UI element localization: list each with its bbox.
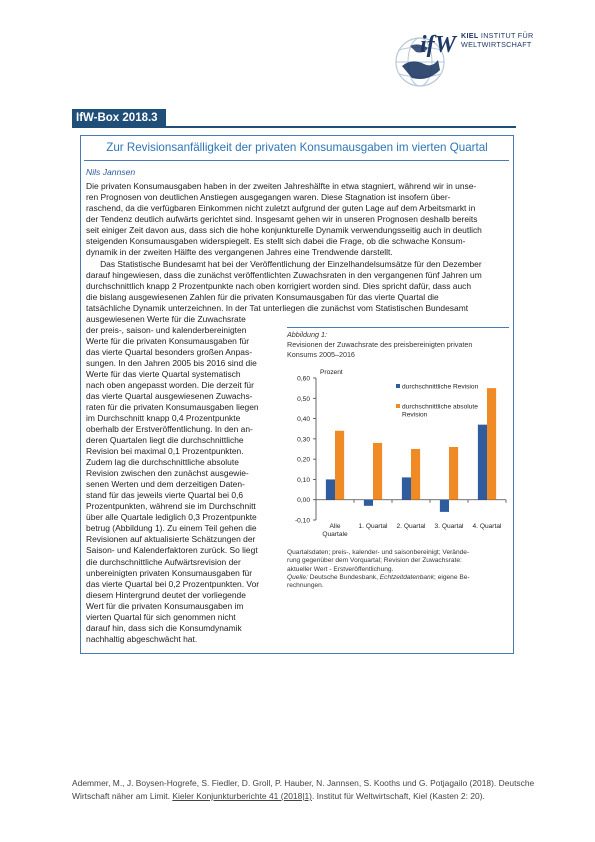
y-tick-label: -0,10 [294,517,310,525]
text-line: die bislang ausgewiesenen Zahlen für die privaten Konsumausgaben für das vierte Quartal die [86,291,439,302]
y-tick-label: 0,40 [297,416,310,424]
citation-text-after: . Institut für Weltwirtschaft, Kiel (Kasten 2: 20). [311,790,485,801]
figure-rule [287,327,509,328]
legend-label: durchschnittliche absolute [402,403,478,411]
bar-absolute-revision [487,388,496,500]
text-line: Prozentpunkten, während sie im Durchschnitt [86,501,256,512]
logo-brand: ifW [420,32,456,58]
legend-label: Revision [402,411,428,419]
y-tick-label: 0,30 [297,436,310,444]
note-line: rung gegenüber dem Vorquartal; Revision der Zuwachsrate: [287,557,462,565]
text-line: der Tendenz deutlich aufwärts gerichtet sind. Insgesamt gehen wir in unseren Prognosen deshalb bereits [86,214,478,225]
text-line: diesem Hintergrund deutet der vorliegende [86,589,246,600]
bar-absolute-revision [449,447,458,500]
y-tick-label: 0,00 [297,497,310,505]
text-line: raten für die privaten Konsumausgaben liegen [86,401,259,412]
text-line: tatsächliche Dynamik unterzeichnen. In der Tat unterliegen die zunächst vom Statistischen Bundesamt [86,302,469,313]
title-rule [84,160,509,161]
citation-link[interactable]: Kieler Konjunkturberichte 41 (2018|1) [172,790,312,801]
text-line: Zudem lag die durchschnittliche absolute [86,457,239,468]
text-line: nachhaltig abgeschwächt hat. [86,633,198,644]
bar-revision [402,477,411,499]
bar-absolute-revision [411,449,420,500]
text-line: Revisionen auf aktualisierte Schätzungen der [86,534,256,545]
logo-wordmark [461,32,533,49]
bar-revision [478,425,487,500]
text-line: nach oben angepasst worden. Die derzeit für [86,379,254,390]
y-tick-label: 0,50 [297,395,310,403]
citation-line1: Ademmer, M., J. Boysen-Hogrefe, S. Fiedler, D. Groll, P. Hauber, N. Jannsen, S. Kooths und G. Potjagailo (2018). Deutsche [72,778,535,788]
citation [72,777,535,803]
legend-swatch [396,384,400,388]
text-line: das vierte Quartal besonders großen Anpas- [86,346,253,357]
revision-bar-chart [284,362,510,542]
y-tick-label: 0,60 [297,375,310,383]
author: Nils Jannsen [86,167,136,177]
text-line: die durchschnittliche Aufwärtsrevision der [86,556,241,567]
box-title: Zur Revisionsanfälligkeit der privaten Konsumausgaben im vierten Quartal [106,141,488,154]
figure-title-line1: Revisionen der Zuwachsrate des preisbereinigten privaten [287,339,473,349]
paragraph-2-column [86,314,276,645]
source-text-1: Deutsche Bundesbank, [307,573,380,581]
legend-swatch [396,404,400,408]
text-line: stand für das jeweils vierte Quartal bei 0,6 [86,490,244,501]
x-tick-label: 1. Quartal [358,523,388,530]
text-line: deren Quartalen liegt die durchschnittliche [86,435,244,446]
source-label: Quelle: [287,573,308,581]
text-line: sungen. In den Jahren 2005 bis 2016 sind die [86,357,257,368]
text-line: steigenden Konsumausgaben widerspiegelt. Es stellt sich dabei die Frage, ob die schwache Konsum- [86,236,466,247]
logo-name-bold: KIEL [461,31,479,40]
y-tick-label: 0,20 [297,456,310,464]
figure-title-line2: Konsums 2005–2016 [287,349,355,359]
note-line: aktueller Wert - Erstveröffentlichung. [287,565,394,573]
x-tick-label: Alle [329,523,341,530]
bar-revision [326,479,335,499]
text-line: durchschnittlich knapp 2 Prozentpunkte nach oben korrigiert worden sind. Dies spricht dafür, dass auch [86,280,472,291]
box-header-rule [72,126,516,128]
logo-name-rest: INSTITUT FÜR [480,31,534,40]
figure-caption [287,330,509,359]
logo-name-line2: WELTWIRTSCHAFT [461,39,532,49]
x-tick-label: 2. Quartal [396,523,426,530]
text-line: darauf hin, dass sich die Konsumdynamik [86,622,242,633]
text-line: Das Statistische Bundesamt hat bei der Veröffentlichung der Einzelhandelsumsätze für den Dezember [86,258,482,269]
y-tick-label: 0,10 [297,476,310,484]
box-tag: IfW-Box 2018.3 [72,109,166,127]
text-line: darauf hingewiesen, dass die zunächst veröffentlichten Zuwachsraten in den vergangenen fünf Jahren um [86,269,482,280]
text-line: Wert für die privaten Konsumausgaben im [86,600,244,611]
text-line: Revision bei maximal 0,1 Prozentpunkten. [86,446,244,457]
text-line: senen Werten und dem derzeitigen Daten- [86,479,245,490]
text-line: das vierte Quartal bei 0,2 Prozentpunkten. Vor [86,578,260,589]
text-line: der preis-, saison- und kalenderbereinigten [86,324,247,335]
text-line: Die privaten Konsumausgaben haben in der zweiten Jahreshälfte in etwa stagniert, während wir in unse- [86,181,477,191]
text-line: das vierte Quartal ausgewiesenen Zuwachs- [86,390,253,401]
text-line: oberhalb der Erstveröffentlichung. In den an- [86,423,253,434]
text-line: Revision zwischen den zunächst ausgewie- [86,468,249,479]
source-line [287,574,509,582]
text-line: vierten Quartal für sich genommen nicht [86,611,236,622]
source-line-2: rechnungen. [287,582,324,590]
figure-label: Abbildung 1: [287,330,327,339]
text-line: unbereinigten privaten Konsumausgaben für [86,567,253,578]
x-tick-label: 4. Quartal [472,523,502,530]
text-line: über alle Quartale lediglich 0,3 Prozentpunkte [86,512,257,523]
legend-label: durchschnittliche Revision [402,383,479,391]
bar-absolute-revision [373,443,382,500]
paragraph-2 [86,259,510,314]
text-line: Werte für das vierte Quartal systematisch [86,368,241,379]
text-line: dynamik in der zweiten Hälfte des vergangenen Jahres eine Trendwende darstellt. [86,247,393,258]
bar-revision [440,500,449,512]
bar-revision [364,500,373,506]
citation-text-before: Wirtschaft näher am Limit. [72,790,173,801]
text-line: ausgewiesenen Werte für die Zuwachsrate [86,313,246,324]
citation-line2 [72,790,524,803]
paragraph-1 [86,181,510,258]
bar-absolute-revision [335,431,344,500]
text-line: Saison- und Kalenderfaktoren zurück. So liegt [86,545,258,556]
text-line: ren Prognosen von deutlichen Anstiegen ausgegangen waren. Diese Stagnation ist insofern über- [86,192,451,203]
text-line: seit einiger Zeit davon aus, dass sich die hohe konjunkturelle Dynamik verwendungsseitig auch in deutlich [86,225,482,236]
x-tick-label: Quartale [322,531,348,538]
text-line: betrug (Abbildung 1). Zu einem Teil gehen die [86,523,257,534]
source-italic: Echtzeitdatenbank [379,573,435,581]
x-tick-label: 3. Quartal [434,523,464,530]
figure-notes [287,549,509,590]
y-unit-label: Prozent [320,369,343,376]
text-line: Werte für die privaten Konsumausgaben für [86,335,250,346]
note-line: Quartalsdaten; preis-, kalender- und saisonbereinigt; Verände- [287,549,470,556]
text-line: raschend, da die verfügbaren Einkommen nicht zuletzt aufgrund der guten Lage auf dem Arbeitsmarkt in [86,203,476,214]
source-text-2: ; eigene Be- [434,573,470,581]
text-line: im Durchschnitt knapp 0,4 Prozentpunkte [86,412,241,423]
